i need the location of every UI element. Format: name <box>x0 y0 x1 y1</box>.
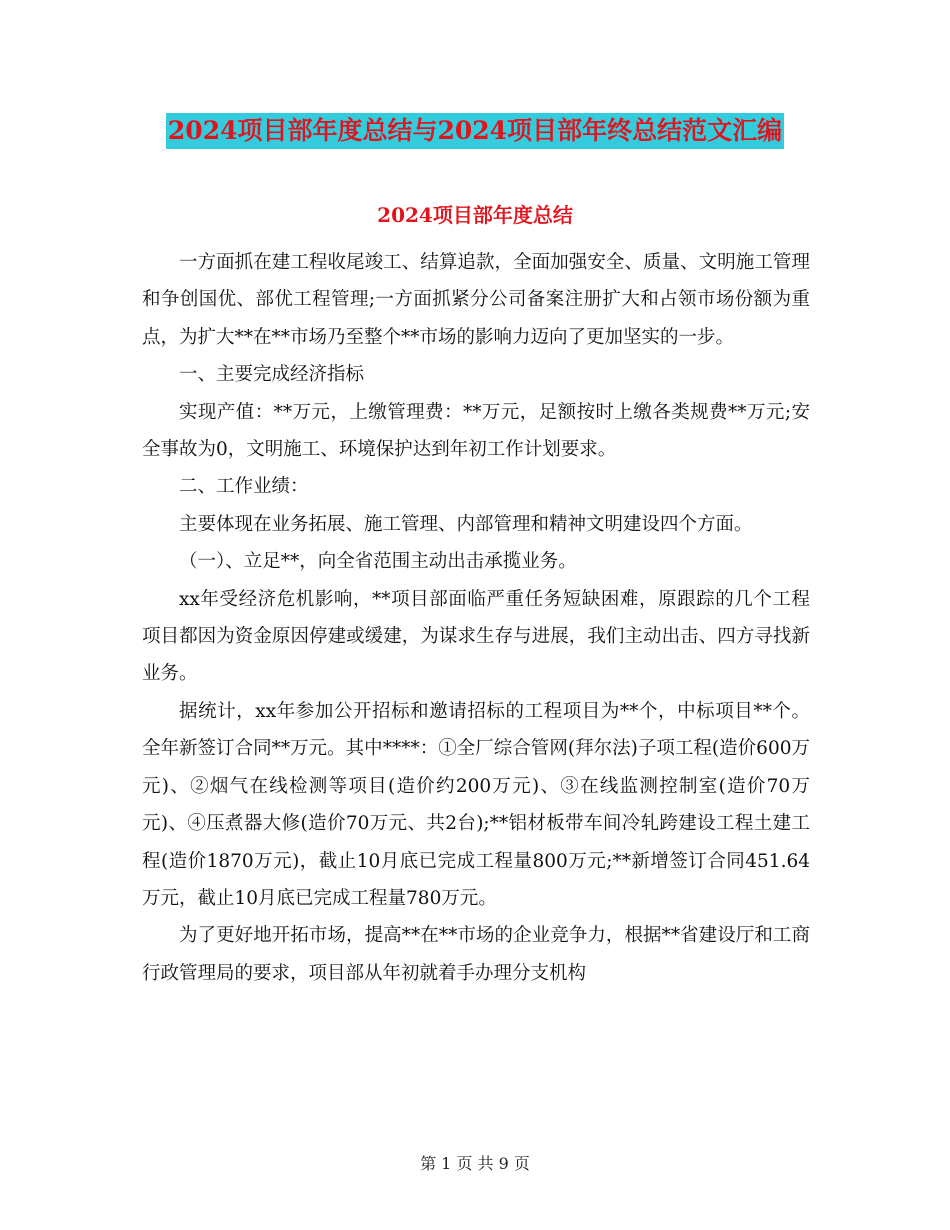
document-body <box>142 244 810 992</box>
document-title-container <box>0 113 950 149</box>
paragraph: 实现产值：**万元，上缴管理费：**万元，足额按时上缴各类规费**万元;安全事故为0，文明施工、环境保护达到年初工作计划要求。 <box>142 401 810 461</box>
paragraph: xx年受经济危机影响，**项目部面临严重任务短缺困难，原跟踪的几个工程项目都因为资金原因停建或缓建，为谋求生存与进展，我们主动出击、四方寻找新业务。 <box>142 588 810 685</box>
paragraph: 一方面抓在建工程收尾竣工、结算追款，全面加强安全、质量、文明施工管理和争创国优、部优工程管理;一方面抓紧分公司备案注册扩大和占领市场份额为重点，为扩大**在**市场乃至整个**市场的影响力迈向了更加坚实的一步。 <box>142 252 810 348</box>
paragraph: （一）、立足**，向全省范围主动出击承揽业务。 <box>179 551 577 573</box>
paragraph: 一、主要完成经济指标 <box>179 364 365 386</box>
section-title: 2024项目部年度总结 <box>377 203 573 227</box>
document-title: 2024项目部年度总结与2024项目部年终总结范文汇编 <box>166 113 784 149</box>
paragraph: 据统计，xx年参加公开招标和邀请招标的工程项目为**个，中标项目**个。全年新签订合同**万元。其中****：①全厂综合管网(拜尔法)子项工程(造价600万元)、②烟气在线检测等项目(造价约200万元)、③在线监测控制室(造价70万元)、④压煮器大修(造价70万元、共2台);**铝材板带车间冷轧跨建设工程土建工程(造价1870万元)，截止10月底已完成工程量800万元;**新增签订合同451.64万元，截止10月底已完成工程量780万元。 <box>142 700 810 909</box>
paragraph: 主要体现在业务拓展、施工管理、内部管理和精神文明建设四个方面。 <box>179 513 753 535</box>
page-footer: 第 1 页 共 9 页 <box>420 1154 530 1173</box>
paragraph: 为了更好地开拓市场，提高**在**市场的企业竞争力，根据**省建设厅和工商行政管理局的要求，项目部从年初就着手办理分支机构 <box>142 925 810 984</box>
paragraph: 二、工作业绩： <box>179 476 309 498</box>
